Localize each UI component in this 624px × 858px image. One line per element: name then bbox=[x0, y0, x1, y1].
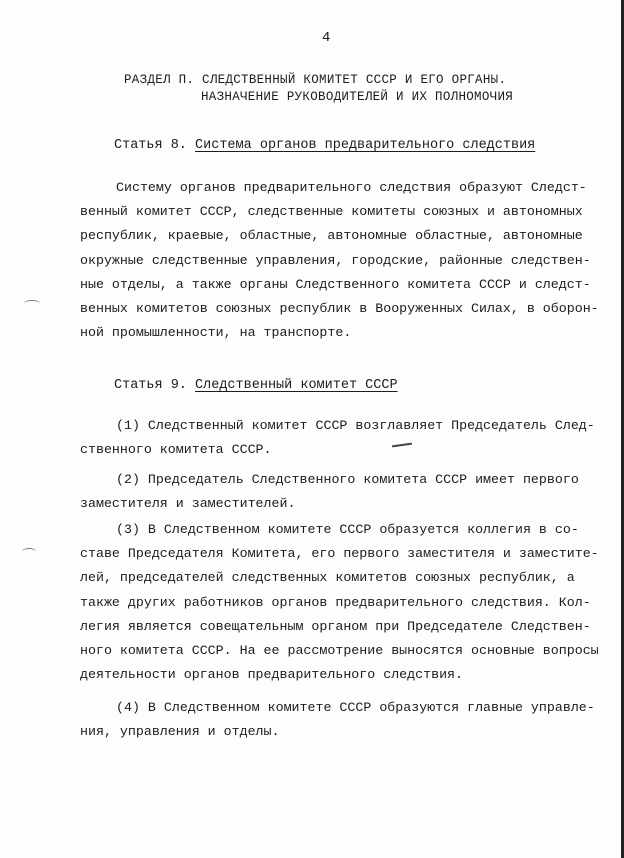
text-line: венных комитетов союзных республик в Вооруженных Силах, в оборон- bbox=[80, 301, 599, 317]
text-line: (1) Следственный комитет СССР возглавляет Председатель След- bbox=[116, 418, 595, 433]
text-line: ния, управления и отделы. bbox=[80, 724, 280, 740]
article-8-body bbox=[80, 176, 599, 345]
text-line: деятельности органов предварительного следствия. bbox=[80, 667, 464, 683]
text-line: ного комитета СССР. На ее рассмотрение выносятся основные вопросы bbox=[80, 643, 599, 659]
punch-hole-mark bbox=[24, 300, 40, 307]
article-9-prefix: Статья 9. bbox=[114, 378, 187, 393]
article-8-title: Система органов предварительного следствия bbox=[195, 138, 536, 153]
text-line: ставе Председателя Комитета, его первого заместителя и заместите- bbox=[80, 546, 599, 562]
text-line: ной промышленности, на транспорте. bbox=[80, 325, 352, 341]
text-line: заместителя и заместителей. bbox=[80, 496, 296, 512]
page-number: 4 bbox=[322, 30, 331, 46]
article-9-paragraph-3 bbox=[80, 518, 599, 687]
text-line: легия является совещательным органом при Председателе Следствен- bbox=[80, 618, 591, 634]
article-8-heading bbox=[114, 138, 535, 153]
article-8-prefix: Статья 8. bbox=[114, 138, 187, 153]
text-line: венный комитет СССР, следственные комитеты союзных и автономных bbox=[80, 204, 583, 220]
punch-hole-mark bbox=[22, 548, 36, 555]
text-line: окружные следственные управления, городские, районные следствен- bbox=[80, 252, 591, 268]
article-9-paragraph-4 bbox=[80, 696, 595, 744]
text-line: ные отделы, а также органы Следственного комитета СССР и следст- bbox=[80, 276, 591, 292]
article-9-paragraph-1 bbox=[80, 414, 595, 462]
article-9-heading bbox=[114, 378, 398, 393]
section-heading-line-1: РАЗДЕЛ П. СЛЕДСТВЕННЫЙ КОМИТЕТ СССР И ЕГО ОРГАНЫ. bbox=[124, 73, 507, 87]
text-line: также других работников органов предварительного следствия. Кол- bbox=[80, 594, 591, 610]
article-9-paragraph-2 bbox=[80, 468, 579, 516]
article-9-title: Следственный комитет СССР bbox=[195, 378, 398, 393]
section-heading bbox=[124, 72, 513, 106]
text-line: республик, краевые, областные, автономные областные, автономные bbox=[80, 228, 583, 244]
text-line: (2) Председатель Следственного комитета СССР имеет первого bbox=[116, 472, 579, 487]
text-line: (4) В Следственном комитете СССР образуются главные управле- bbox=[116, 700, 595, 715]
text-line: лей, председателей следственных комитетов союзных республик, а bbox=[80, 570, 575, 586]
text-line: ственного комитета СССР. bbox=[80, 442, 272, 458]
text-line: (3) В Следственном комитете СССР образуется коллегия в со- bbox=[116, 522, 579, 537]
text-line: Систему органов предварительного следствия образуют Следст- bbox=[116, 180, 587, 195]
section-heading-line-2: НАЗНАЧЕНИЕ РУКОВОДИТЕЛЕЙ И ИХ ПОЛНОМОЧИЯ bbox=[201, 90, 514, 104]
